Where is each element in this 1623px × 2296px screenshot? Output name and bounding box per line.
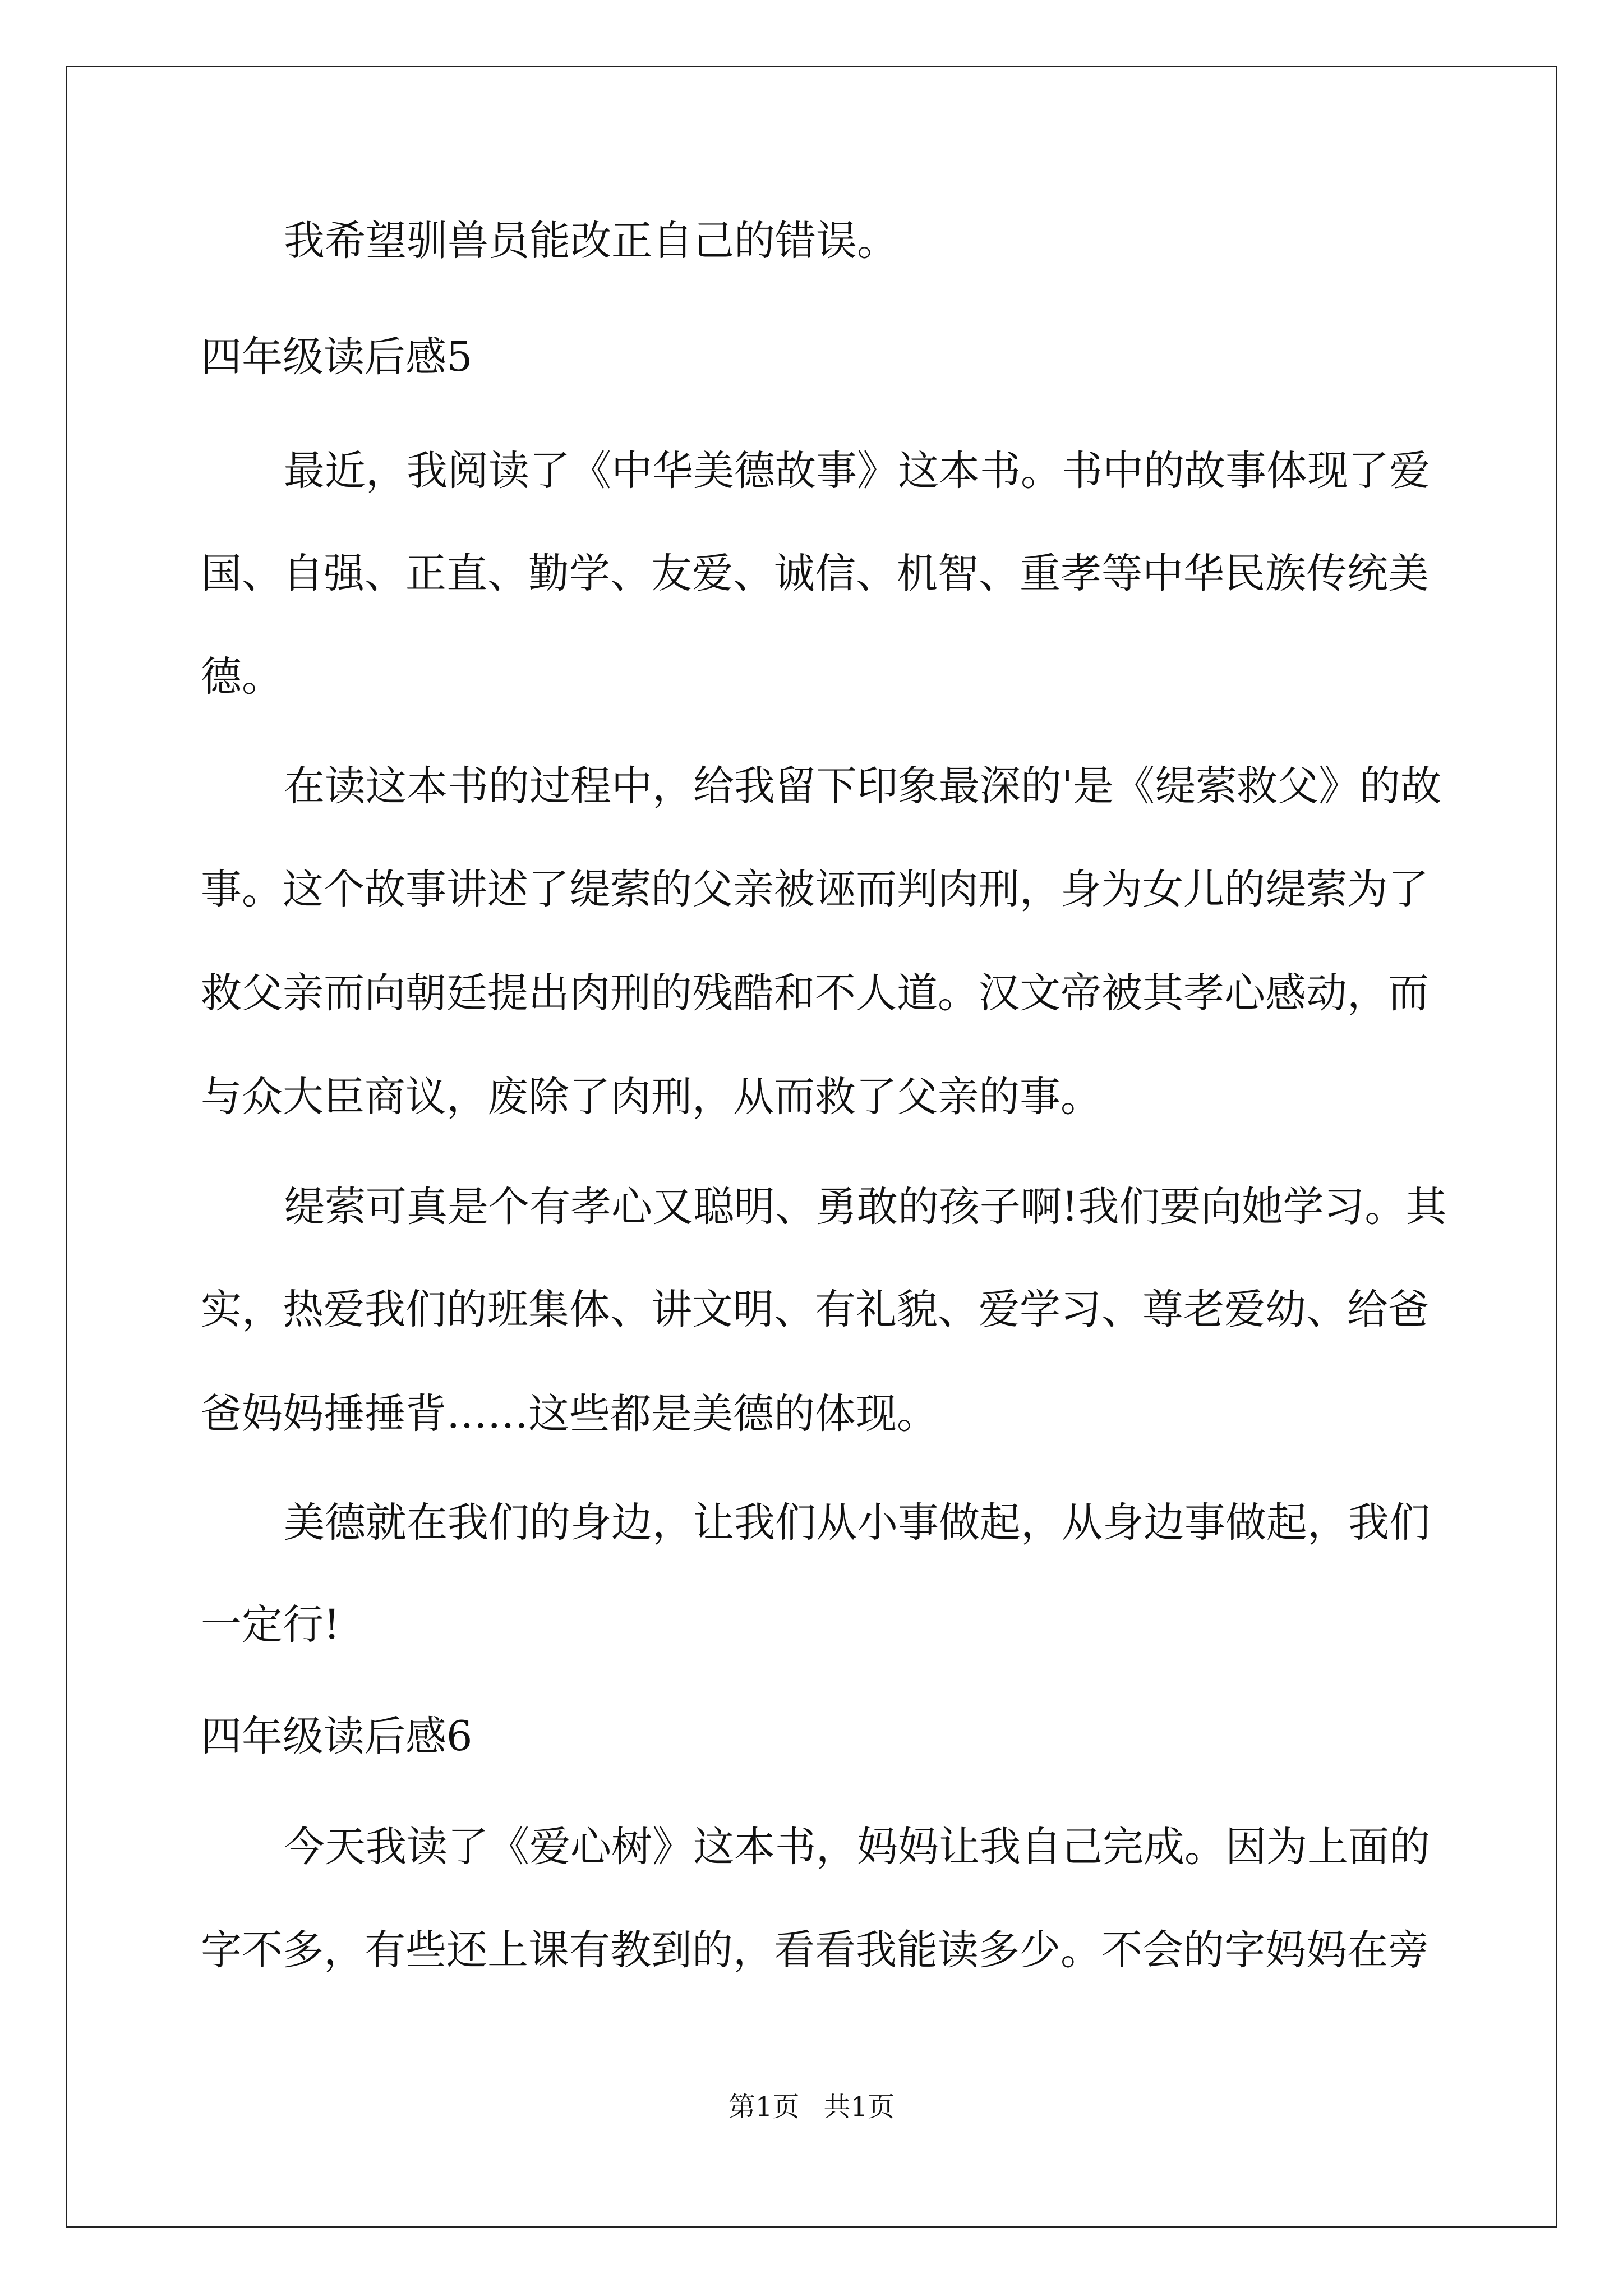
paragraph-line: 实，热爱我们的班集体、讲文明、有礼貌、爱学习、尊老爱幼、给爸 (201, 1286, 1429, 1333)
paragraph-line: 与众大臣商议，废除了肉刑，从而救了父亲的事。 (201, 1073, 1101, 1121)
section-heading: 四年级读后感6 (201, 1713, 473, 1760)
paragraph-line: 国、自强、正直、勤学、友爱、诚信、机智、重孝等中华民族传统美 (201, 550, 1429, 597)
paragraph-line: 最近，我阅读了《中华美德故事》这本书。书中的故事体现了爱 (284, 447, 1430, 495)
paragraph-line: 字不多，有些还上课有教到的，看看我能读多少。不会的字妈妈在旁 (201, 1926, 1429, 1974)
page-count: 共1页 (823, 2091, 895, 2123)
paragraph-line: 今天我读了《爱心树》这本书，妈妈让我自己完成。因为上面的 (284, 1823, 1430, 1871)
paragraph-line: 一定行! (201, 1601, 340, 1649)
page-footer (0, 2090, 1623, 2124)
paragraph-line: 在读这本书的过程中，给我留下印象最深的'是《缇萦救父》的故 (284, 762, 1442, 810)
paragraph-line: 救父亲而向朝廷提出肉刑的残酷和不人道。汉文帝被其孝心感动，而 (201, 969, 1429, 1017)
page-border (66, 66, 1557, 2228)
section-heading: 四年级读后感5 (201, 333, 473, 381)
page-number: 第1页 (728, 2091, 800, 2123)
paragraph-line: 我希望驯兽员能改正自己的错误。 (284, 217, 898, 265)
paragraph-line: 事。这个故事讲述了缇萦的父亲被诬而判肉刑，身为女儿的缇萦为了 (201, 866, 1429, 913)
paragraph-line: 缇萦可真是个有孝心又聪明、勇敢的孩子啊!我们要向她学习。其 (284, 1183, 1447, 1231)
paragraph-line: 美德就在我们的身边，让我们从小事做起，从身边事做起，我们 (284, 1499, 1430, 1547)
paragraph-line: 爸妈妈捶捶背……这些都是美德的体现。 (201, 1390, 938, 1438)
paragraph-line: 德。 (201, 653, 283, 701)
